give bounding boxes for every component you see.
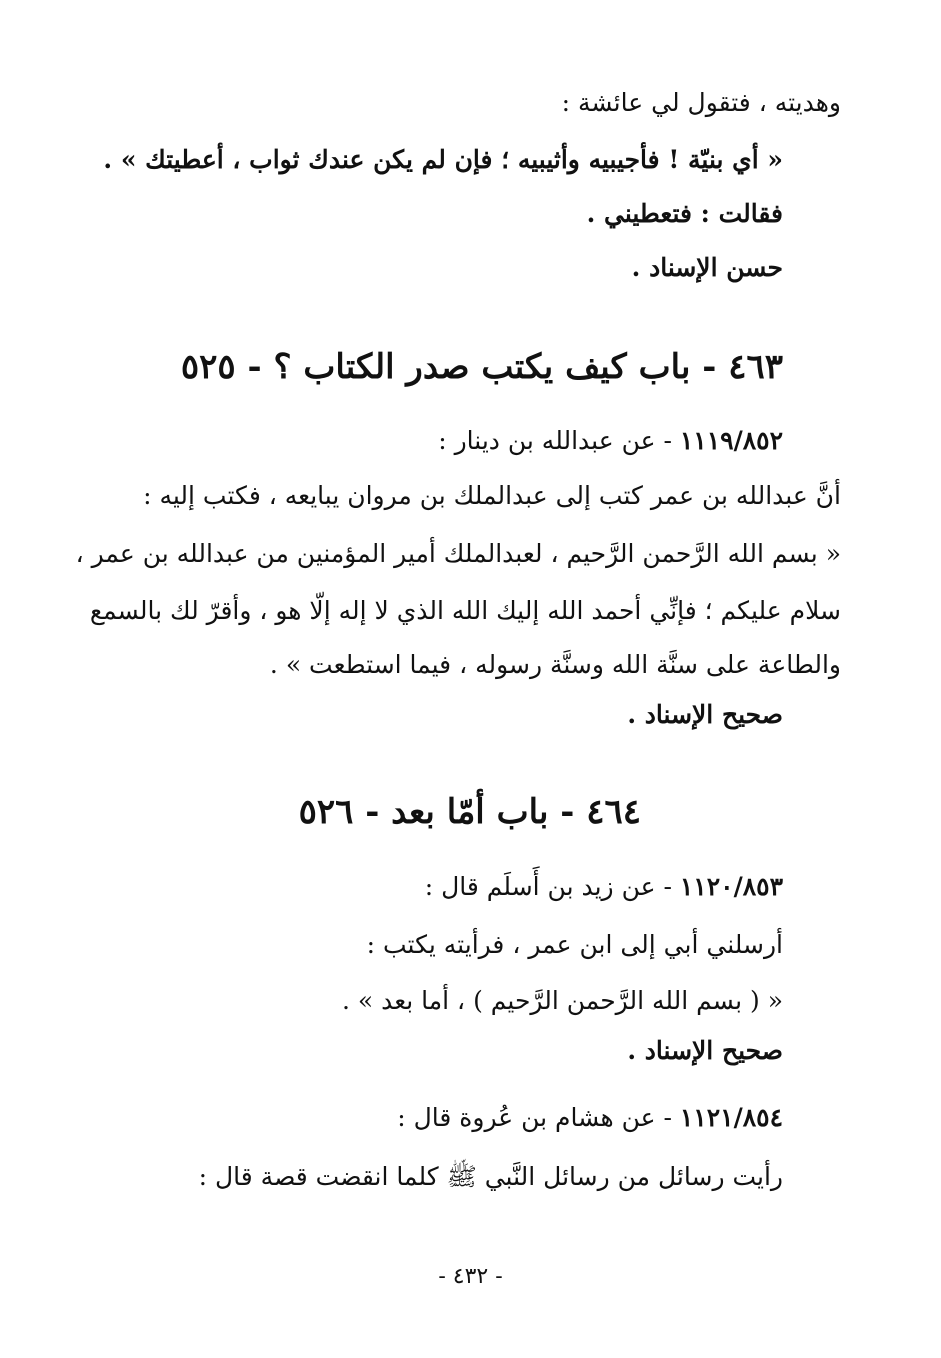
hadith-header xyxy=(425,870,783,904)
hadith-intro: - عن هشام بن عُروة قال : xyxy=(397,1103,672,1132)
hadith-number: ١١١٩/٨٥٢ xyxy=(679,426,783,455)
text-line: « ( بسم الله الرَّحمن الرَّحيم ) ، أما بعد » . xyxy=(341,986,783,1015)
page-number: - ٤٣٢ - xyxy=(438,1264,503,1289)
hadith-number: ١١٢٠/٨٥٣ xyxy=(679,872,783,901)
quote-line: « أي بنيّة ! فأجيبيه وأثيبيه ؛ فإن لم يكن عندك ثواب ، أعطيتك » . xyxy=(103,145,783,174)
hadith-intro: - عن عبدالله بن دينار : xyxy=(438,426,672,455)
text-line: « بسم الله الرَّحمن الرَّحيم ، لعبدالملك أمير المؤمنين من عبدالله بن عمر ، xyxy=(75,539,841,568)
text-line: والطاعة على سنَّة الله وسنَّة رسوله ، فيما استطعت » . xyxy=(269,650,841,679)
isnad-grade: حسن الإسناد . xyxy=(631,253,783,282)
chapter-heading: ٤٦٣ - باب كيف يكتب صدر الكتاب ؟ - ٥٢٥ xyxy=(180,347,783,387)
hadith-intro: - عن زيد بن أَسلَم قال : xyxy=(424,872,672,901)
hadith-header xyxy=(438,424,783,458)
text-line: أرسلني أبي إلى ابن عمر ، فرأيته يكتب : xyxy=(366,930,783,959)
text-line: سلام عليكم ؛ فإنِّي أحمد الله إليك الله الذي لا إله إلّا هو ، وأقرّ لك بالسمع xyxy=(89,596,841,625)
text-line: وهديته ، فتقول لي عائشة : xyxy=(561,88,841,117)
text-line: أنَّ عبدالله بن عمر كتب إلى عبدالملك بن مروان يبايعه ، فكتب إليه : xyxy=(143,481,841,510)
isnad-grade: صحيح الإسناد . xyxy=(627,1036,783,1065)
text-line: فقالت : فتعطيني . xyxy=(586,199,783,228)
text-line: رأيت رسائل من رسائل النَّبي ﷺ كلما انقضت قصة قال : xyxy=(198,1162,783,1191)
hadith-header xyxy=(397,1101,783,1135)
hadith-number: ١١٢١/٨٥٤ xyxy=(679,1103,783,1132)
isnad-grade: صحيح الإسناد . xyxy=(627,700,783,729)
chapter-heading: ٤٦٤ - باب أمّا بعد - ٥٢٦ xyxy=(298,792,641,832)
